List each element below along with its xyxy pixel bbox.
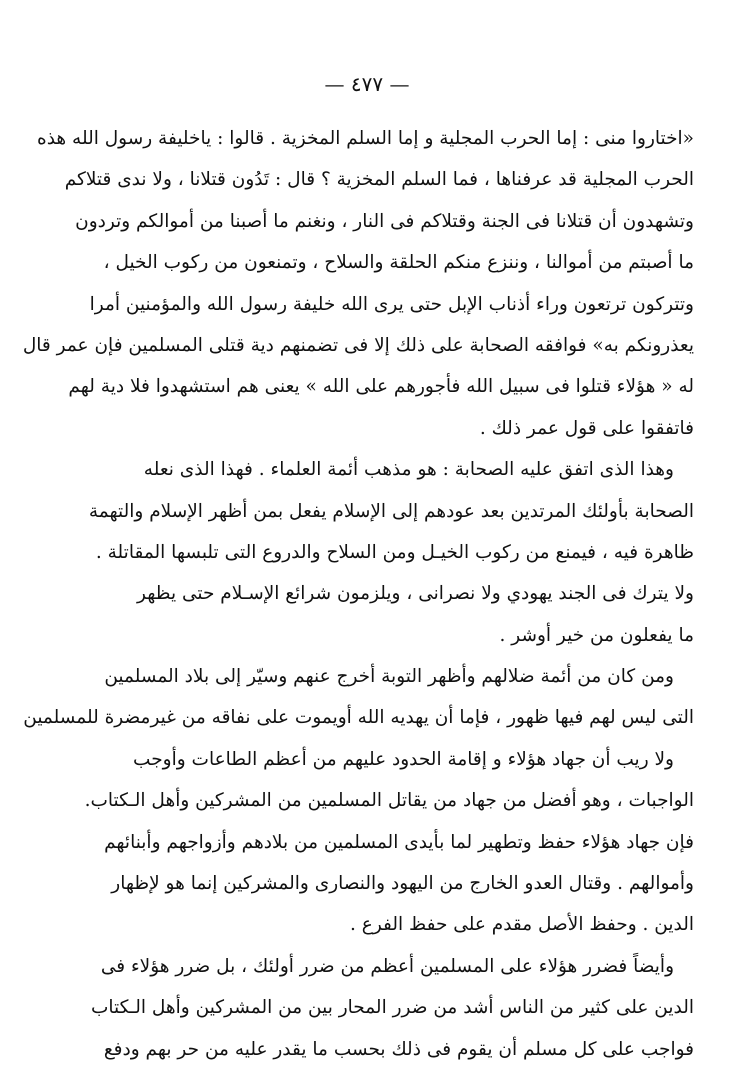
- text-line: ولا يترك فى الجند يهودي ولا نصرانى ، ويلزمون شرائع الإسـلام حتى يظهر: [137, 583, 694, 605]
- text-line: وأيضاً فضرر هؤلاء على المسلمين أعظم من ضرر أولئك ، بل ضرر هؤلاء فى: [100, 955, 674, 977]
- text-line: له « هؤلاء قتلوا فى سبيل الله فأجورهم على الله » يعنى هم استشهدوا فلا دية لهم: [68, 376, 694, 398]
- text-line: وهذا الذى اتفق عليه الصحابة : هو مذهب أئمة العلماء . فهذا الذى نعله: [143, 459, 674, 481]
- page-number: — ٤٧٧ —: [324, 72, 410, 96]
- text-line: الصحابة بأولئك المرتدين بعد عودهم إلى الإسلام يفعل بمن أظهر الإسلام والتهمة: [88, 500, 694, 522]
- text-line: وتتركون ترتعون وراء أذناب الإبل حتى يرى الله خليفة رسول الله والمؤمنين أمرا: [89, 293, 694, 315]
- text-line: فاتفقوا على قول عمر ذلك .: [479, 417, 694, 439]
- text-line: يعذرونكم به» فوافقه الصحابة على ذلك إلا فى تضمنهم دية قتلى المسلمين فإن عمر قال: [22, 334, 694, 356]
- text-line: الدين على كثير من الناس أشد من ضرر المحار بين من المشركين وأهل الـكتاب: [90, 997, 694, 1019]
- text-line: وأموالهم . وقتال العدو الخارج من اليهود والنصارى والمشركين إنما هو لإظهار: [111, 873, 694, 895]
- text-line: الحرب المجلية قد عرفناها ، فما السلم المخزية ؟ قال : تَدُون قتلانا ، ولا ندى قتلاكم: [64, 169, 694, 191]
- text-line: ظاهرة فيه ، فيمنع من ركوب الخيـل ومن السلاح والدروع التى تلبسها المقاتلة .: [95, 541, 694, 563]
- text-line: فواجب على كل مسلم أن يقوم فى ذلك بحسب ما يقدر عليه من حر بهم ودفع: [103, 1038, 694, 1060]
- text-line: ما يفعلون من خير أوشر .: [499, 624, 694, 646]
- text-line: ولا ريب أن جهاد هؤلاء و إقامة الحدود عليهم من أعظم الطاعات وأوجب: [133, 748, 674, 770]
- text-line: «اختاروا منى : إما الحرب المجلية و إما السلم المخزية . قالوا : ياخليفة رسول الله هذه: [37, 128, 694, 149]
- text-line: ما أصبتم من أموالنا ، وننزع منكم الحلقة والسلاح ، وتمنعون من ركوب الخيل ،: [103, 252, 694, 274]
- text-line: فإن جهاد هؤلاء حفظ وتطهير لما بأيدى المسلمين من بلادهم وأزواجهم وأبنائهم: [104, 831, 694, 853]
- body-text: [22, 118, 694, 1070]
- text-line: وتشهدون أن قتلانا فى الجنة وقتلاكم فى النار ، ونغنم ما أصبنا من أموالكم وتردون: [75, 210, 694, 232]
- text-line: ومن كان من أئمة ضلالهم وأظهر التوبة أخرج عنهم وسيّر إلى بلاد المسلمين: [104, 666, 674, 688]
- text-line: الدين . وحفظ الأصل مقدم على حفظ الفرع .: [350, 914, 694, 936]
- text-line: التى ليس لهم فيها ظهور ، فإما أن يهديه الله أويموت على نفاقه من غيرمضرة للمسلمين: [23, 707, 694, 729]
- text-line: الواجبات ، وهو أفضل من جهاد من يقاتل المسلمين من المشركين وأهل الـكتاب.: [84, 790, 694, 812]
